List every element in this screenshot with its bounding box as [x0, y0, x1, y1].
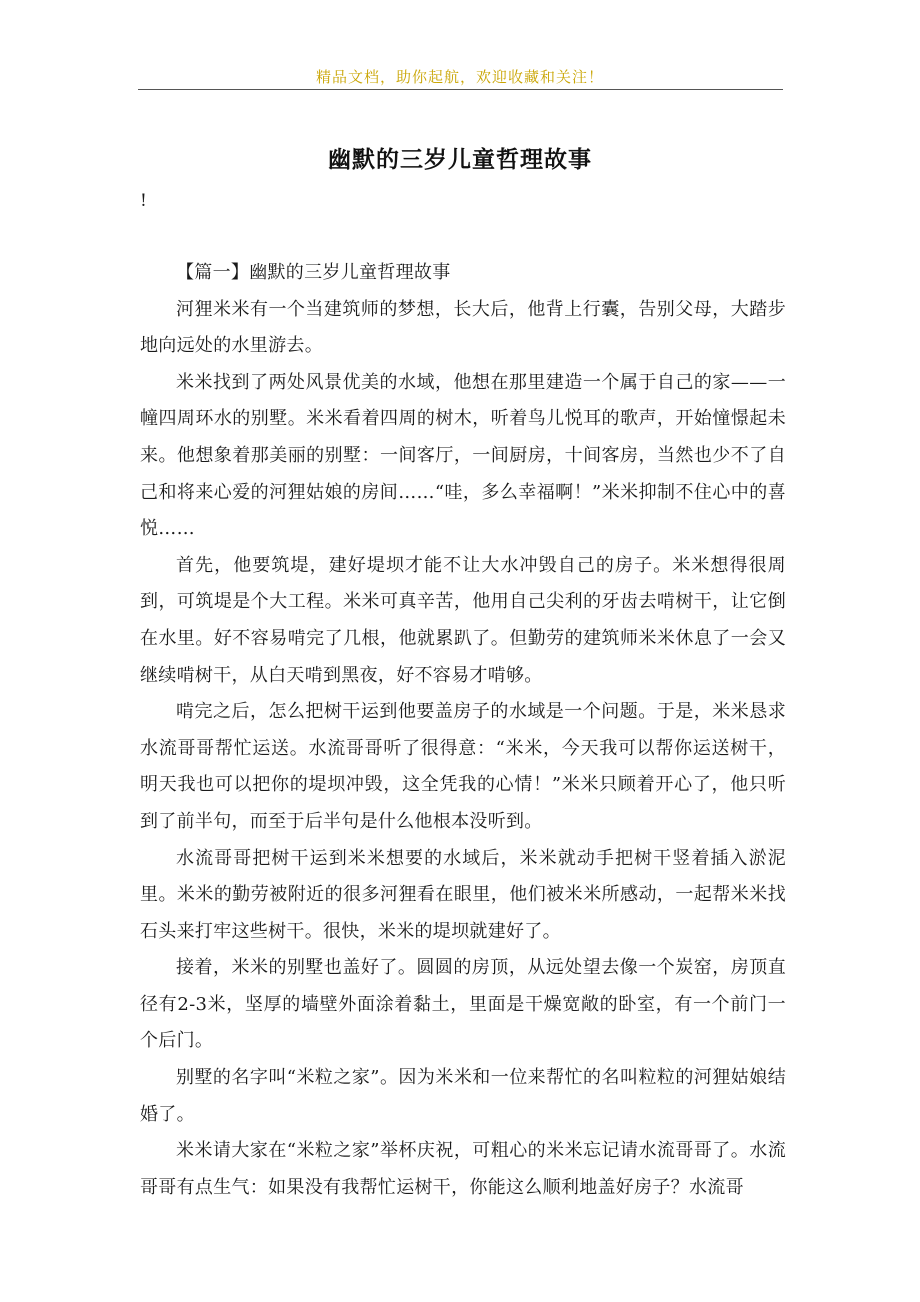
document-title: 幽默的三岁儿童哲理故事: [328, 146, 592, 173]
paragraph: 水流哥哥把树干运到米米想要的水域后，米米就动手把树干竖着插入淤泥里。米米的勤劳被附近的很多河狸看在眼里，他们被米米所感动，一起帮米米找石头来打牢这些树干。很快，米米的堤坝就建好了。: [140, 847, 786, 942]
paragraph: 米米请大家在“米粒之家”举杯庆祝，可粗心的米米忘记请水流哥哥了。水流哥哥有点生气：如果没有我帮忙运树干，你能这么顺利地盖好房子？水流哥: [140, 1140, 786, 1198]
paragraph: 啃完之后，怎么把树干运到他要盖房子的水域是一个问题。于是，米米恳求水流哥哥帮忙运送。水流哥哥听了很得意：“米米，今天我可以帮你运送树干，明天我也可以把你的堤坝冲毁，这全凭我的心情！”米米只顾着开心了，他只听到了前半句，而至于后半句是什么他根本没听到。: [140, 701, 786, 832]
paragraph: 米米找到了两处风景优美的水域，他想在那里建造一个属于自己的家——一幢四周环水的别墅。米米看着四周的树木，听着鸟儿悦耳的歌声，开始憧憬起未来。他想象着那美丽的别墅：一间客厅，一间厨房，十间客房，当然也少不了自己和将来心爱的河狸姑娘的房间……“哇，多么幸福啊！”米米抑制不住心中的喜悦……: [140, 371, 786, 540]
section-heading: 【篇一】幽默的三岁儿童哲理故事: [176, 262, 451, 283]
paragraph: 河狸米米有一个当建筑师的梦想，长大后，他背上行囊，告别父母，大踏步地向远处的水里游去。: [140, 298, 786, 357]
document-body: [140, 255, 786, 1206]
paragraph: 别墅的名字叫“米粒之家”。因为米米和一位来帮忙的名叫粒粒的河狸姑娘结婚了。: [140, 1067, 786, 1125]
paragraph: 首先，他要筑堤，建好堤坝才能不让大水冲毁自己的房子。米米想得很周到，可筑堤是个大工程。米米可真辛苦，他用自己尖利的牙齿去啃树干，让它倒在水里。好不容易啃完了几根，他就累趴了。但勤劳的建筑师米米休息了一会又继续啃树干，从白天啃到黑夜，好不容易才啃够。: [140, 554, 786, 686]
exclamation-mark: !: [140, 191, 147, 211]
page-header-slogan: 精品文档，助你起航，欢迎收藏和关注！: [315, 68, 604, 86]
paragraph: 接着，米米的别墅也盖好了。圆圆的房顶，从远处望去像一个炭窑，房顶直径有2-3米，坚厚的墙壁外面涂着黏土，里面是干燥宽敞的卧室，有一个前门一个后门。: [140, 957, 786, 1052]
header-divider: [138, 89, 783, 90]
